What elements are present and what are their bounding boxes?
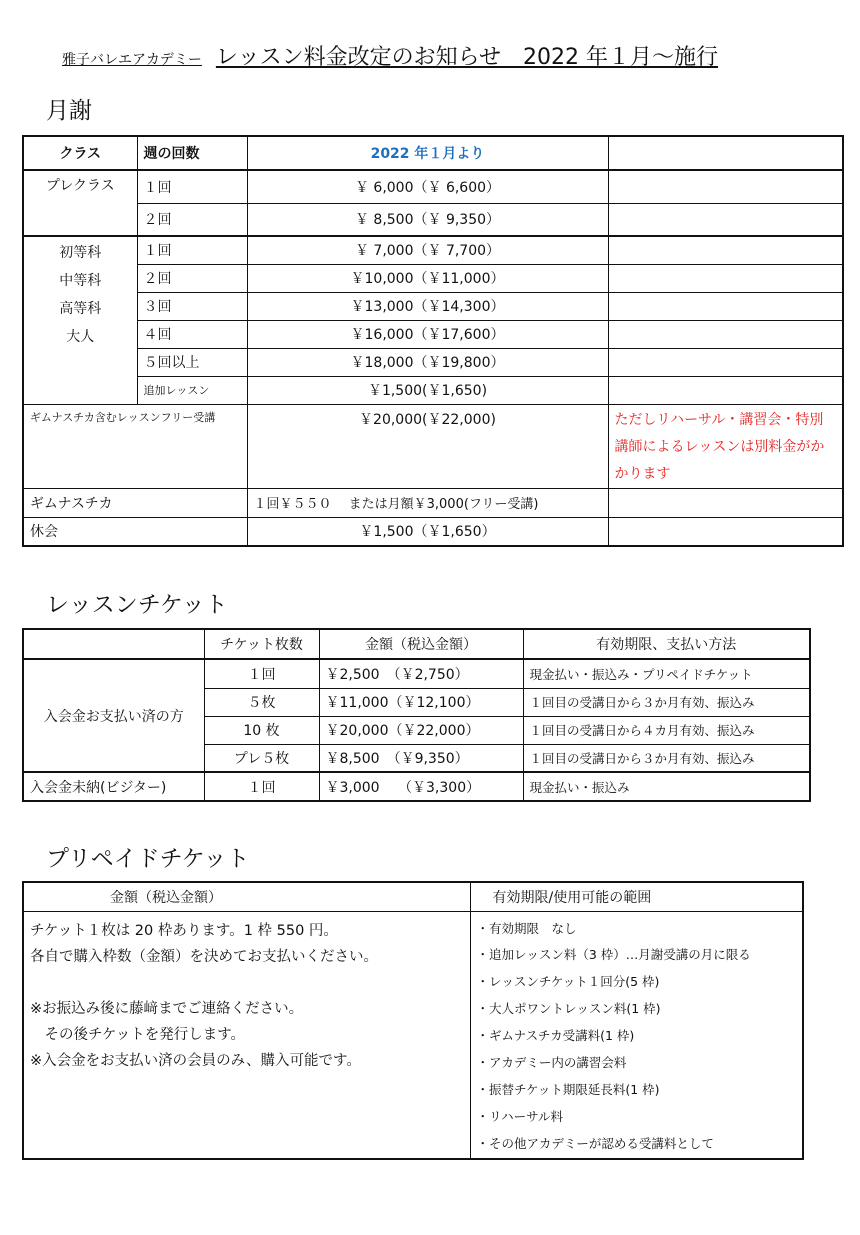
weekly-count: ２回 xyxy=(137,203,247,236)
note-cell xyxy=(608,203,843,236)
gym-price: １回￥５５０ または月額￥3,000(フリー受講) xyxy=(247,488,608,517)
ticket-count: ５枚 xyxy=(204,688,319,716)
ticket-count: １回 xyxy=(204,772,319,801)
weekly-count: ３回 xyxy=(137,292,247,320)
col-validity: 有効期限/使用可能の範囲 xyxy=(470,882,803,911)
prepaid-line-blank xyxy=(30,970,464,996)
table-row xyxy=(23,170,843,203)
free-lesson-label: ギムナスチカ含むレッスンフリー受講 xyxy=(23,404,247,488)
list-item: ・アカデミー内の講習会料 xyxy=(476,1055,627,1071)
rest-label: 休会 xyxy=(23,517,247,546)
ticket-count: １回 xyxy=(204,659,319,688)
weekly-count: ２回 xyxy=(137,264,247,292)
notice-headline: レッスン料金改定のお知らせ 2022 年１月～施行 xyxy=(215,45,718,70)
prepaid-ticket-table xyxy=(22,881,804,1160)
ticket-count: 10 枚 xyxy=(204,716,319,744)
table-row xyxy=(23,320,843,348)
monthly-fee-table xyxy=(22,135,844,547)
prepaid-line: ※お振込み後に藤﨑までご連絡ください。 xyxy=(30,1000,304,1017)
list-item: ・レッスンチケット１回分(5 枠) xyxy=(476,974,660,990)
lesson-ticket-heading: レッスンチケット xyxy=(46,592,228,618)
price: ￥18,000（￥19,800） xyxy=(247,348,608,376)
rest-price: ￥1,500（￥1,650） xyxy=(247,517,608,546)
ticket-price: ￥20,000（￥22,000） xyxy=(319,716,523,744)
col-terms: 有効期限、支払い方法 xyxy=(523,629,810,659)
academy-name: 雅子バレエアカデミー xyxy=(62,52,202,68)
note-cell xyxy=(608,236,843,264)
table-row xyxy=(23,236,843,264)
list-item: ・振替チケット期限延長料(1 枠) xyxy=(476,1081,660,1097)
ticket-count: プレ５枚 xyxy=(204,744,319,772)
list-item: ・ギムナスチカ受講料(1 枠) xyxy=(476,1028,635,1044)
prepaid-line: 各自で購入枠数（金額）を決めてお支払いください。 xyxy=(30,948,378,965)
col-blank xyxy=(23,629,204,659)
weekly-count: ４回 xyxy=(137,320,247,348)
col-price-2022: 2022 年１月より xyxy=(247,136,608,170)
note-cell xyxy=(608,517,843,546)
visitor-label: 入会金未納(ビジター) xyxy=(23,772,204,801)
table-row xyxy=(23,488,843,517)
ticket-price: ￥8,500 （￥9,350） xyxy=(319,744,523,772)
table-row xyxy=(23,376,843,404)
notice-title xyxy=(62,40,718,71)
price: ￥ 7,000（￥ 7,700） xyxy=(247,236,608,264)
note-cell xyxy=(608,376,843,404)
weekly-count: １回 xyxy=(137,170,247,203)
list-item: ・その他アカデミーが認める受講料として xyxy=(476,1135,714,1151)
price: ￥1,500(￥1,650) xyxy=(247,376,608,404)
price: ￥16,000（￥17,600） xyxy=(247,320,608,348)
price: ￥10,000（￥11,000） xyxy=(247,264,608,292)
ticket-terms: １回目の受講日から３か月有効、振込み xyxy=(523,744,810,772)
note-cell xyxy=(608,348,843,376)
price: ￥ 8,500（￥ 9,350） xyxy=(247,203,608,236)
price: ￥ 6,000（￥ 6,600） xyxy=(247,170,608,203)
ticket-terms: 現金払い・振込み・プリペイドチケット xyxy=(523,659,810,688)
table-header-row xyxy=(23,136,843,170)
col-amount: 金額（税込金額） xyxy=(23,882,470,911)
table-row xyxy=(23,911,803,1159)
gym-label: ギムナスチカ xyxy=(23,488,247,517)
note-cell xyxy=(608,170,843,203)
list-item: ・リハーサル料 xyxy=(476,1108,564,1124)
table-row xyxy=(23,772,810,801)
list-item: ・大人ポワントレッスン料(1 枠) xyxy=(476,1001,661,1017)
col-weekly-count: 週の回数 xyxy=(137,136,247,170)
pre-class-label: プレクラス xyxy=(23,170,137,236)
prepaid-heading: プリペイドチケット xyxy=(46,846,250,872)
free-lesson-note: ただしリハーサル・講習会・特別講師によるレッスンは別料金がかかります xyxy=(608,404,843,488)
ticket-terms: 現金払い・振込み xyxy=(523,772,810,801)
table-row xyxy=(23,348,843,376)
ticket-terms: １回目の受講日から４カ月有効、振込み xyxy=(523,716,810,744)
table-row xyxy=(23,203,843,236)
col-note xyxy=(608,136,843,170)
class-elementary: 初等科 xyxy=(59,245,102,261)
ticket-price: ￥2,500 （￥2,750） xyxy=(319,659,523,688)
price: ￥13,000（￥14,300） xyxy=(247,292,608,320)
table-row xyxy=(23,404,843,488)
weekly-count: ５回以上 xyxy=(137,348,247,376)
prepaid-line: チケット１枚は 20 枠あります。1 枠 550 円。 xyxy=(30,922,338,939)
ticket-terms: １回目の受講日から３か月有効、振込み xyxy=(523,688,810,716)
class-adult: 大人 xyxy=(66,329,95,345)
table-row xyxy=(23,264,843,292)
table-row xyxy=(23,517,843,546)
prepaid-line: その後チケットを発行します。 xyxy=(30,1026,246,1043)
lesson-ticket-table xyxy=(22,628,811,802)
ticket-price: ￥11,000（￥12,100） xyxy=(319,688,523,716)
prepaid-description xyxy=(23,911,470,1159)
main-class-labels xyxy=(23,236,137,404)
table-row xyxy=(23,292,843,320)
list-item: ・有効期限 なし xyxy=(476,920,577,936)
prepaid-line: ※入会金をお支払い済の会員のみ、購入可能です。 xyxy=(30,1052,361,1069)
table-header-row xyxy=(23,882,803,911)
class-intermediate: 中等科 xyxy=(59,273,102,289)
prepaid-usage-list xyxy=(470,911,803,1159)
col-ticket-count: チケット枚数 xyxy=(204,629,319,659)
table-header-row xyxy=(23,629,810,659)
list-item: ・追加レッスン料（3 枠）…月謝受講の月に限る xyxy=(476,947,751,963)
note-cell xyxy=(608,488,843,517)
class-advanced: 高等科 xyxy=(59,301,102,317)
col-amount: 金額（税込金額） xyxy=(319,629,523,659)
note-cell xyxy=(608,264,843,292)
table-row xyxy=(23,659,810,688)
note-cell xyxy=(608,292,843,320)
free-lesson-price: ￥20,000(￥22,000) xyxy=(247,404,608,488)
weekly-count: １回 xyxy=(137,236,247,264)
ticket-price: ￥3,000 （￥3,300） xyxy=(319,772,523,801)
note-cell xyxy=(608,320,843,348)
weekly-count: 追加レッスン xyxy=(137,376,247,404)
col-class: クラス xyxy=(23,136,137,170)
monthly-heading: 月謝 xyxy=(46,98,92,124)
paid-member-label: 入会金お支払い済の方 xyxy=(23,659,204,772)
